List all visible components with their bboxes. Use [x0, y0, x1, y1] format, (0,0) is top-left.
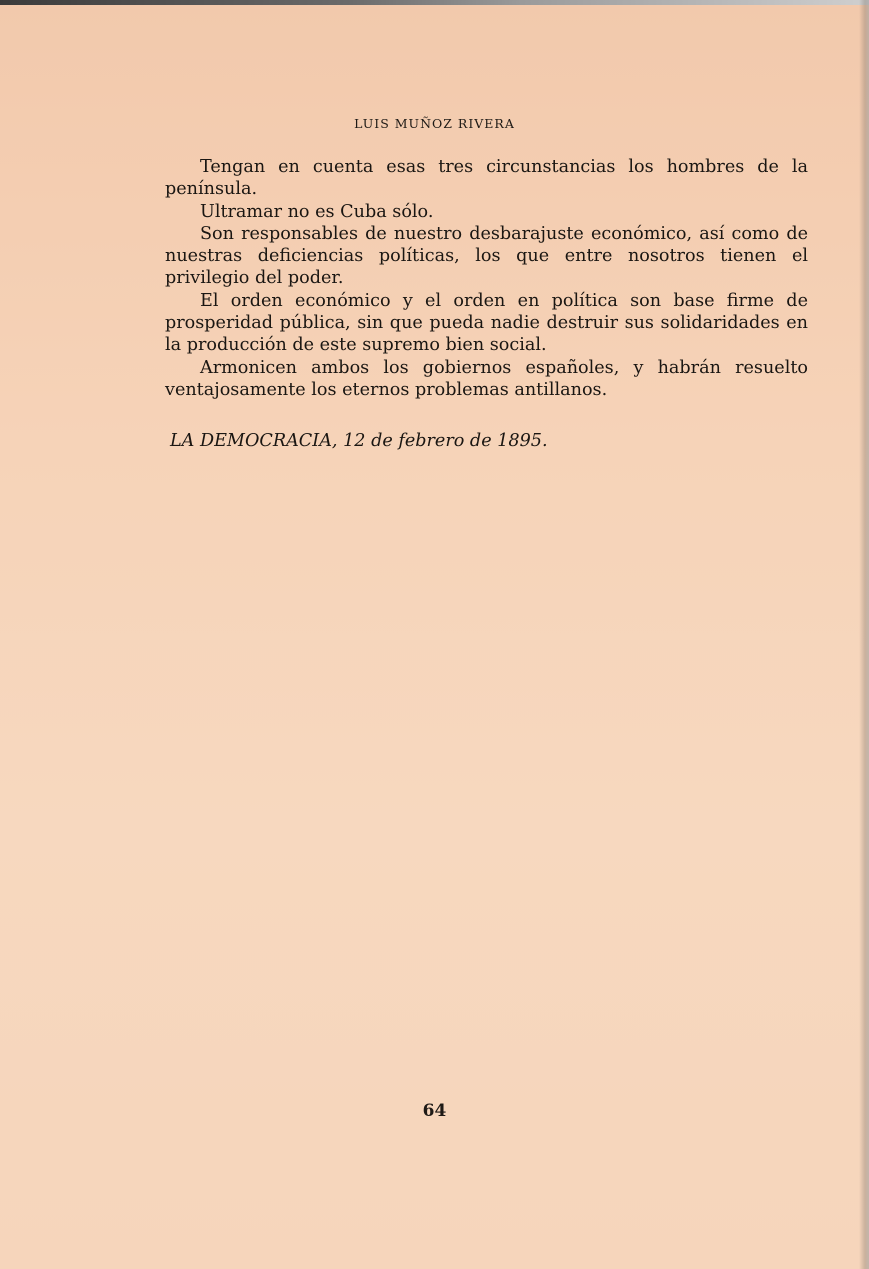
page-number: 64	[422, 1101, 447, 1121]
scan-right-edge	[859, 0, 869, 1269]
body-text	[165, 156, 808, 401]
paragraph: Ultramar no es Cuba sólo.	[200, 201, 434, 222]
paragraph: Armonicen ambos los gobiernos españoles, y habrán resuelto ventajosamente los eternos problemas antillanos.	[165, 357, 808, 400]
paragraph: Son responsables de nuestro desbarajuste económico, así como de nuestras deficiencias políticas, los que entre nosotros tienen el privilegio del poder.	[165, 223, 808, 289]
running-head: LUIS MUÑOZ RIVERA	[354, 116, 515, 131]
paragraph: El orden económico y el orden en política son base firme de prosperidad pública, sin que pueda nadie destruir sus solidaridades en la producción de este supremo bien social.	[165, 290, 808, 356]
source-citation: LA DEMOCRACIA, 12 de febrero de 1895.	[170, 431, 548, 451]
paragraph: Tengan en cuenta esas tres circunstancias los hombres de la península.	[165, 157, 808, 200]
scan-top-edge	[0, 0, 869, 5]
